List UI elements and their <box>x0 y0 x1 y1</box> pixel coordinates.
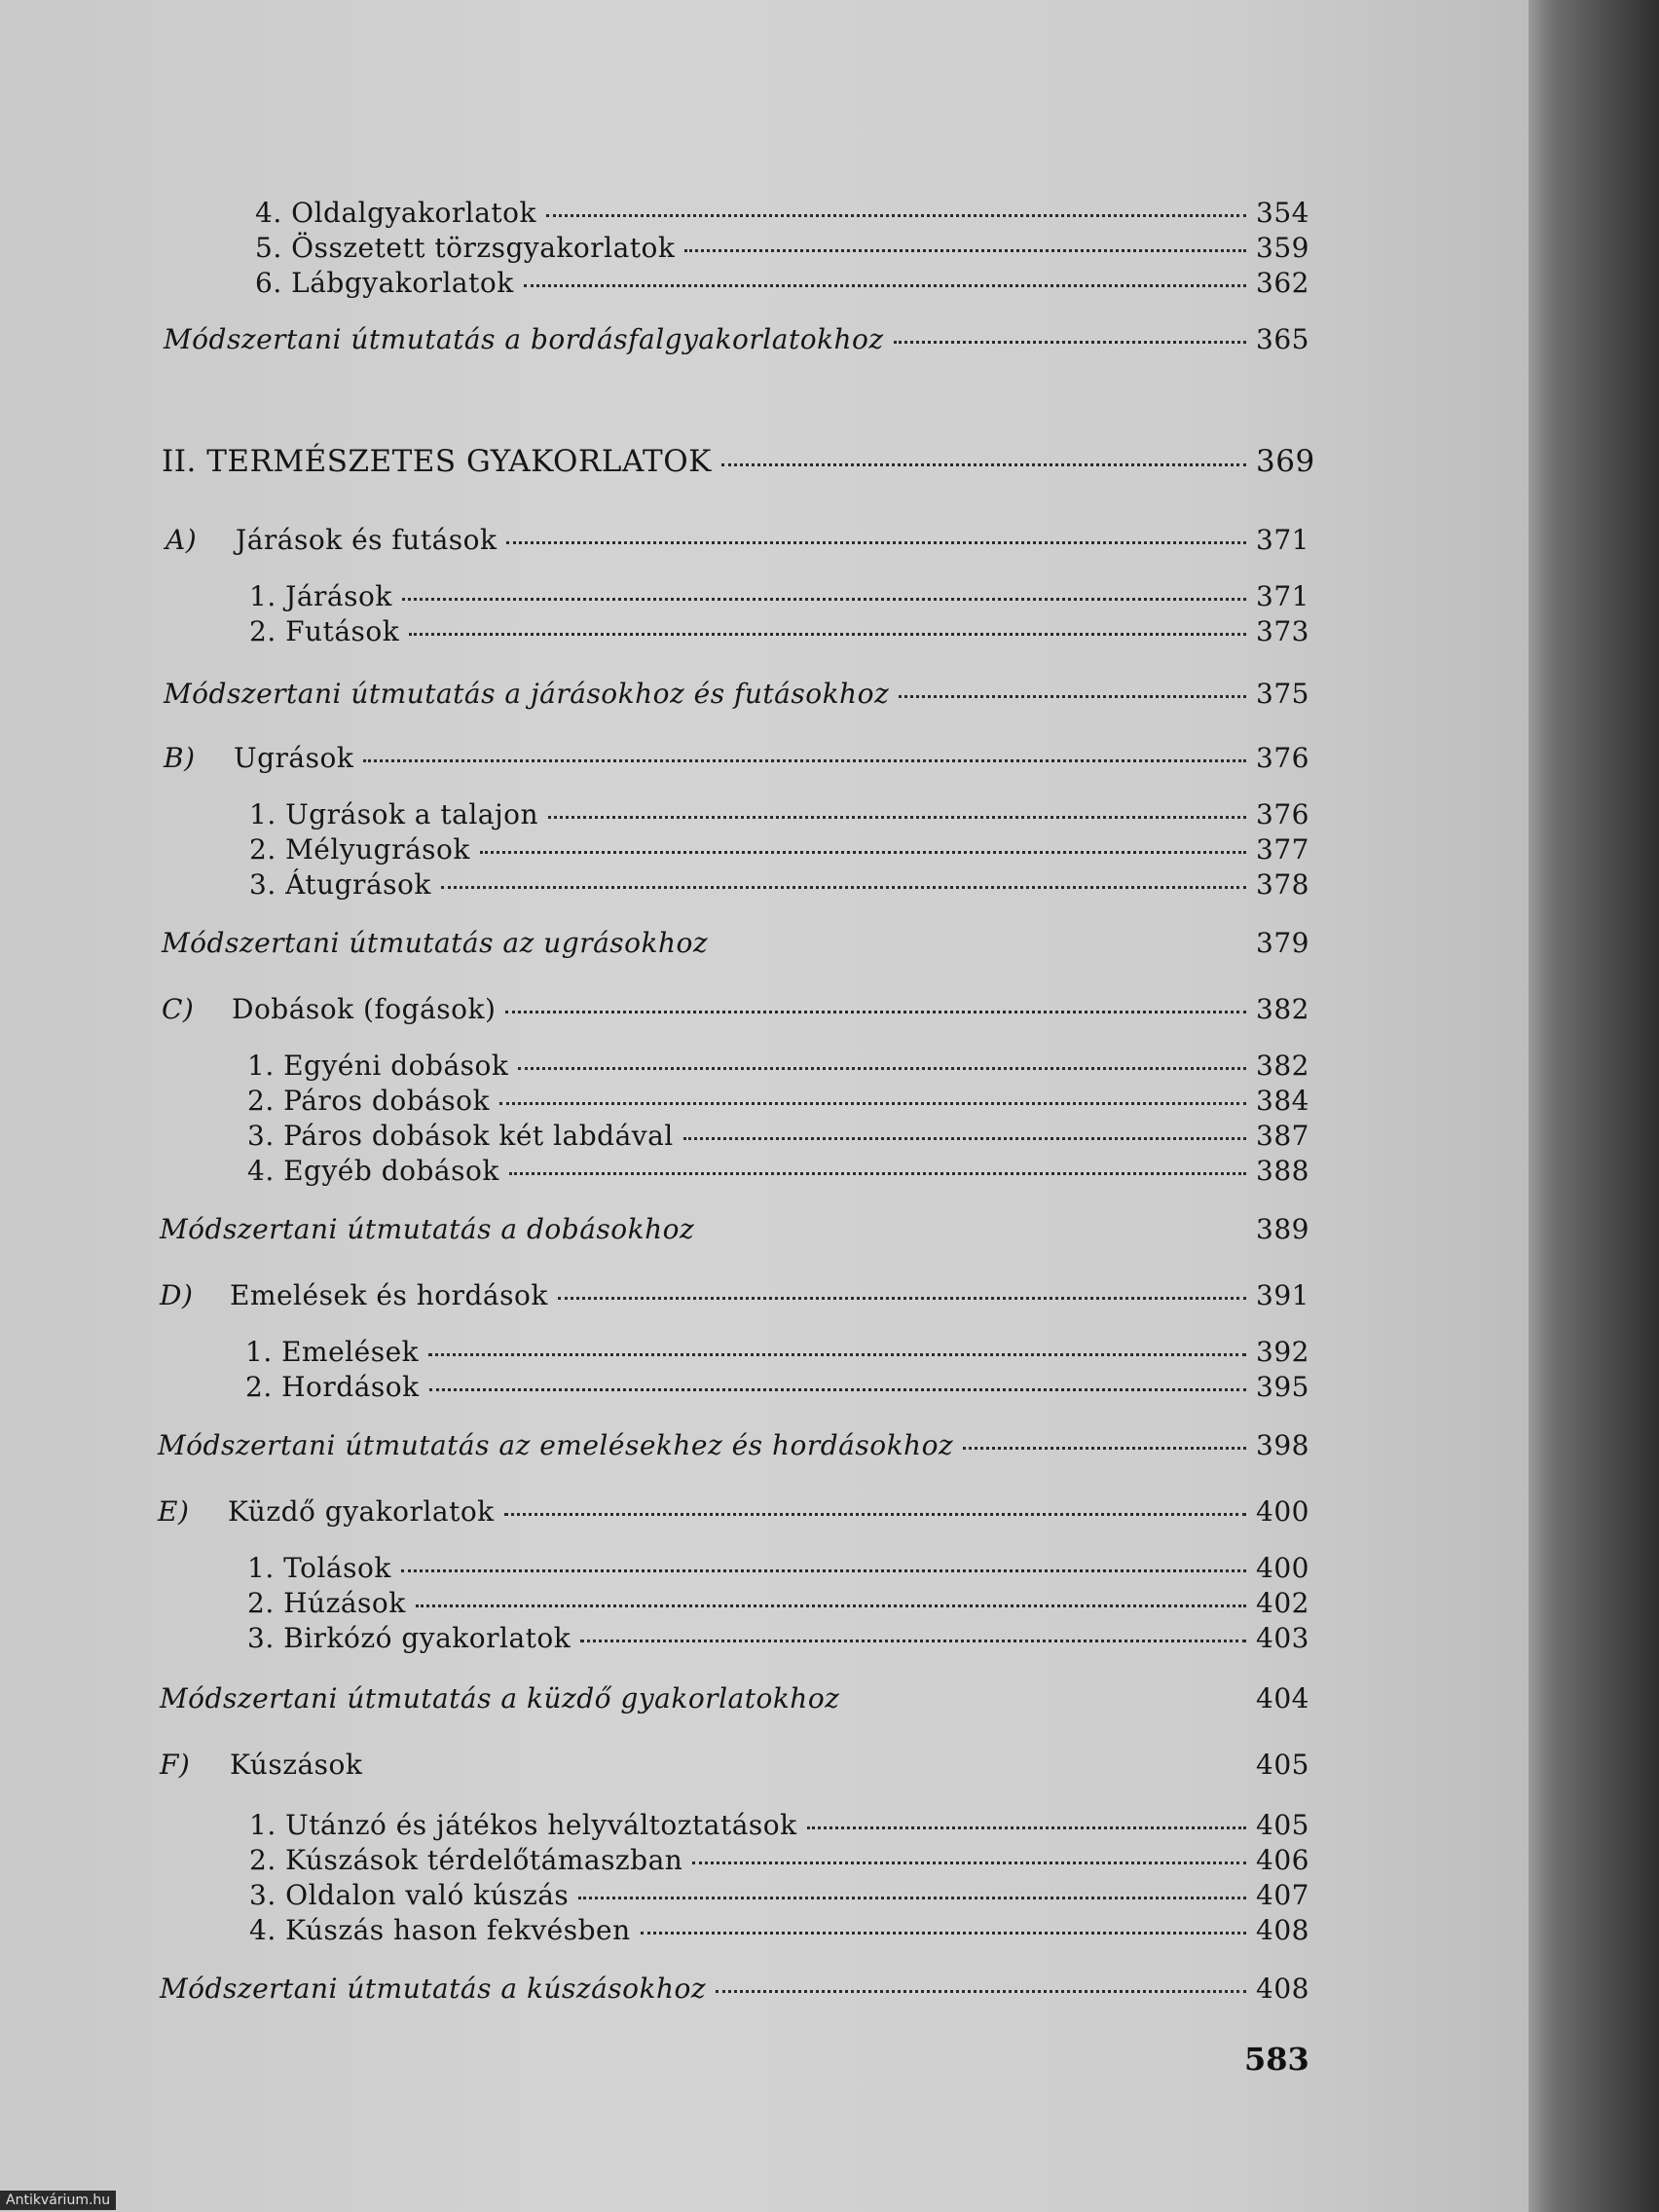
dot-leader <box>428 1353 1246 1356</box>
toc-method-entry <box>164 323 1307 355</box>
dot-leader <box>807 1826 1246 1829</box>
toc-entry-label: Módszertani útmutatás a dobásokhoz <box>160 1213 695 1245</box>
toc-entry-label: 3. Átugrások <box>249 868 431 901</box>
toc-section <box>166 524 1307 556</box>
toc-section <box>160 1279 1307 1311</box>
section-letter: C) <box>162 993 195 1025</box>
dot-leader <box>894 341 1246 344</box>
dot-leader <box>518 1067 1246 1070</box>
section-title: Emelések és hordások <box>230 1279 548 1311</box>
toc-entry-page: 382 <box>1256 1050 1309 1082</box>
dot-leader <box>683 1137 1246 1140</box>
toc-entry <box>247 1085 1307 1117</box>
dot-leader <box>692 1862 1246 1864</box>
toc-entry <box>249 1844 1307 1876</box>
section-letter: E) <box>158 1495 190 1528</box>
toc-entry-page: 392 <box>1256 1336 1309 1368</box>
dot-leader <box>506 541 1246 544</box>
section-title: Dobások (fogások) <box>232 993 497 1025</box>
toc-entry-page: 369 <box>1256 444 1315 479</box>
toc-entry <box>249 798 1307 830</box>
toc-method-entry <box>160 1972 1307 2005</box>
toc-entry-label: 2. Mélyugrások <box>249 833 470 866</box>
toc-entry-page: 400 <box>1256 1552 1309 1584</box>
toc-entry-label: 1. Egyéni dobások <box>247 1050 509 1082</box>
toc-entry-label: 1. Járások <box>249 580 392 612</box>
toc-entry-page: 376 <box>1256 742 1309 774</box>
toc-entry-page: 371 <box>1256 580 1309 612</box>
dot-leader <box>899 695 1246 698</box>
toc-method-entry <box>164 678 1307 710</box>
dot-leader <box>641 1932 1246 1935</box>
toc-entry-label: 4. Egyéb dobások <box>247 1155 499 1187</box>
toc-section <box>160 1749 1307 1781</box>
toc-entry-page: 362 <box>1256 267 1309 299</box>
toc-entry <box>247 1622 1307 1654</box>
toc-section <box>158 1495 1307 1528</box>
toc-entry-page: 403 <box>1256 1622 1309 1654</box>
toc-entry-label: Módszertani útmutatás a küzdő gyakorlatokhoz <box>160 1682 840 1714</box>
toc-entry-page: 378 <box>1256 868 1309 901</box>
toc-entry <box>255 197 1307 229</box>
toc-entry <box>249 580 1307 612</box>
toc-entry <box>249 1914 1307 1946</box>
toc-entry-label: 1. Emelések <box>245 1336 420 1368</box>
toc-entry-label: 2. Páros dobások <box>247 1085 490 1117</box>
toc-method-entry <box>158 1429 1307 1461</box>
dot-leader <box>558 1297 1246 1300</box>
toc-entry-page: 354 <box>1256 197 1309 229</box>
toc-entry-label: Módszertani útmutatás a járásokhoz és futásokhoz <box>164 678 890 710</box>
toc-entry <box>249 1879 1307 1911</box>
dot-leader <box>429 1388 1246 1391</box>
toc-entry-label: 2. Húzások <box>247 1587 406 1619</box>
toc-entry <box>255 232 1307 264</box>
toc-section <box>162 993 1307 1025</box>
toc-entry-page: 389 <box>1256 1213 1309 1245</box>
toc-entry <box>245 1336 1307 1368</box>
toc-entry-page: 359 <box>1256 232 1309 264</box>
toc-entry-label: 1. Utánzó és játékos helyváltoztatások <box>249 1809 797 1841</box>
dot-leader <box>546 214 1246 217</box>
toc-entry <box>247 1120 1307 1152</box>
toc-entry <box>247 1587 1307 1619</box>
toc-entry-page: 379 <box>1256 927 1309 959</box>
toc-entry <box>247 1050 1307 1082</box>
toc-entry-label: Módszertani útmutatás az ugrásokhoz <box>162 927 709 959</box>
toc-entry <box>249 868 1307 901</box>
toc-method-entry <box>160 1682 1307 1714</box>
toc-entry <box>249 1809 1307 1841</box>
dot-leader <box>548 816 1246 819</box>
toc-entry-label: Módszertani útmutatás a kúszásokhoz <box>160 1972 707 2005</box>
toc-entry-page: 405 <box>1256 1749 1309 1781</box>
section-title: Kúszások <box>230 1749 363 1781</box>
toc-entry-page: 388 <box>1256 1155 1309 1187</box>
dot-leader <box>416 1604 1246 1607</box>
section-letter: A) <box>166 524 198 556</box>
toc-entry-page: 376 <box>1256 798 1309 830</box>
section-title: Ugrások <box>234 742 354 774</box>
dot-leader <box>963 1447 1246 1450</box>
toc-entry-label: 2. Futások <box>249 615 400 647</box>
toc-entry-label: Módszertani útmutatás az emelésekhez és hordásokhoz <box>158 1429 954 1461</box>
dot-leader <box>401 1569 1246 1572</box>
toc-entry-page: 384 <box>1256 1085 1309 1117</box>
dot-leader <box>578 1897 1246 1899</box>
toc-entry-page: 400 <box>1256 1495 1309 1528</box>
toc-section <box>164 742 1307 774</box>
dot-leader <box>441 886 1246 889</box>
toc-entry-page: 382 <box>1256 993 1309 1025</box>
toc-entry-page: 365 <box>1256 323 1309 355</box>
toc-entry-page: 375 <box>1256 678 1309 710</box>
dot-leader <box>721 463 1246 466</box>
toc-method-entry <box>160 1213 1307 1245</box>
toc-entry-page: 402 <box>1256 1587 1309 1619</box>
toc-entry-label: 4. Oldalgyakorlatok <box>255 197 536 229</box>
dot-leader <box>684 249 1246 252</box>
toc-entry-page: 371 <box>1256 524 1309 556</box>
toc-entry <box>247 1155 1307 1187</box>
toc-entry-page: 405 <box>1256 1809 1309 1841</box>
toc-entry-page: 404 <box>1256 1682 1309 1714</box>
toc-entry-label: 5. Összetett törzsgyakorlatok <box>255 232 676 264</box>
chapter-title: II. TERMÉSZETES GYAKORLATOK <box>162 444 712 479</box>
page-number: 583 <box>1244 2041 1309 2078</box>
watermark: Antikvárium.hu <box>0 2191 116 2210</box>
toc-entry-page: 398 <box>1256 1429 1309 1461</box>
toc-entry-page: 377 <box>1256 833 1309 866</box>
section-letter: B) <box>164 742 196 774</box>
toc-entry <box>245 1371 1307 1403</box>
toc-entry-label: 3. Birkózó gyakorlatok <box>247 1622 571 1654</box>
toc-entry-label: 2. Kúszások térdelőtámaszban <box>249 1844 683 1876</box>
toc-entry <box>249 833 1307 866</box>
toc-entry-page: 406 <box>1256 1844 1309 1876</box>
dot-leader <box>480 851 1246 854</box>
toc-entry-label: 4. Kúszás hason fekvésben <box>249 1914 631 1946</box>
toc-entry-label: 3. Páros dobások két labdával <box>247 1120 674 1152</box>
toc-entry-label: Módszertani útmutatás a bordásfalgyakorlatokhoz <box>164 323 884 355</box>
dot-leader <box>524 284 1246 287</box>
toc-entry <box>255 267 1307 299</box>
book-spine <box>1529 0 1659 2212</box>
toc-chapter-heading <box>162 444 1315 479</box>
toc-entry-page: 408 <box>1256 1972 1309 2005</box>
toc-entry-page: 387 <box>1256 1120 1309 1152</box>
toc-entry-label: 6. Lábgyakorlatok <box>255 267 514 299</box>
toc-entry-label: 1. Ugrások a talajon <box>249 798 539 830</box>
section-letter: D) <box>160 1279 194 1311</box>
toc-entry-page: 391 <box>1256 1279 1309 1311</box>
toc-entry-page: 408 <box>1256 1914 1309 1946</box>
toc-method-entry <box>162 927 1307 959</box>
dot-leader <box>402 598 1246 601</box>
section-title: Járások és futások <box>236 524 498 556</box>
dot-leader <box>363 759 1246 762</box>
dot-leader <box>409 633 1246 636</box>
toc-entry-page: 407 <box>1256 1879 1309 1911</box>
toc-entry-label: 2. Hordások <box>245 1371 420 1403</box>
dot-leader <box>716 1990 1246 1993</box>
section-title: Küzdő gyakorlatok <box>228 1495 495 1528</box>
toc-entry <box>247 1552 1307 1584</box>
toc-entry-page: 395 <box>1256 1371 1309 1403</box>
dot-leader <box>509 1172 1246 1175</box>
dot-leader <box>580 1640 1246 1642</box>
dot-leader <box>499 1102 1246 1105</box>
toc-entry-label: 1. Tolások <box>247 1552 391 1584</box>
dot-leader <box>504 1513 1246 1516</box>
section-letter: F) <box>160 1749 191 1781</box>
toc-entry <box>249 615 1307 647</box>
toc-entry-label: 3. Oldalon való kúszás <box>249 1879 570 1911</box>
toc-entry-page: 373 <box>1256 615 1309 647</box>
dot-leader <box>505 1011 1246 1014</box>
